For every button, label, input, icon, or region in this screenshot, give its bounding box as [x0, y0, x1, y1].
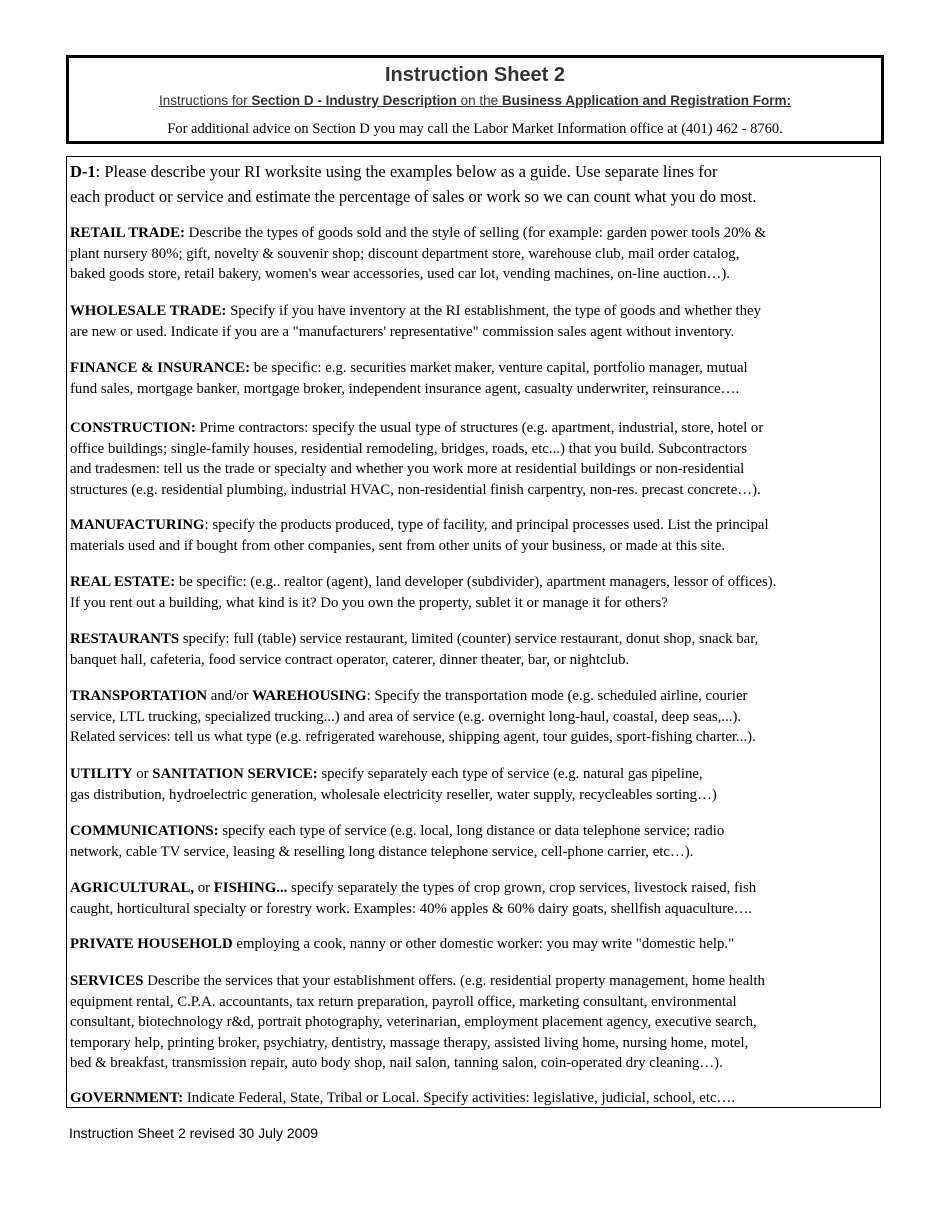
subtitle-form: Business Application and Registration Form: — [501, 93, 791, 108]
header-box — [66, 55, 884, 144]
section-line: specify each type of service (e.g. local, long distance or data telephone service; radio — [218, 823, 725, 839]
section-label: TRANSPORTATION — [70, 688, 208, 704]
section-line: materials used and if bought from other companies, sent from other units of your business, or made at this site. — [70, 537, 726, 554]
section-line: office buildings; single-family houses, residential remodeling, bridges, roads, etc...) that you build. Subcontractors — [70, 440, 747, 457]
intro-label: D-1 — [70, 162, 96, 181]
section-line: Describe the services that your establishment offers. (e.g. residential property management, home health — [143, 973, 765, 989]
section-line: specify separately the types of crop grown, crop services, livestock raised, fish — [287, 880, 757, 896]
section-line: temporary help, printing broker, psychiatry, dentistry, massage therapy, assisted living home, nursing home, motel, — [70, 1034, 749, 1051]
section-private-household — [70, 934, 875, 955]
section-wholesale-trade — [70, 301, 875, 342]
section-joiner: or — [194, 880, 214, 896]
section-restaurants — [70, 629, 875, 670]
page-title: Instruction Sheet 2 — [384, 64, 566, 86]
section-line: plant nursery 80%; gift, novelty & souvenir shop; discount department store, warehouse club, mail order catalog, — [70, 245, 740, 262]
section-label: FINANCE & INSURANCE: — [70, 360, 251, 376]
section-label: UTILITY — [70, 766, 133, 782]
subtitle-middle: on the — [456, 93, 502, 108]
section-line: employing a cook, nanny or other domestic worker: you may write "domestic help." — [232, 936, 735, 952]
section-label: SERVICES — [70, 973, 144, 989]
section-label-2: SANITATION SERVICE: — [152, 766, 318, 782]
section-label: WHOLESALE TRADE: — [70, 303, 227, 319]
section-services — [70, 971, 875, 1074]
section-line: be specific: (e.g.. realtor (agent), land developer (subdivider), apartment managers, lessor of offices). — [175, 574, 777, 590]
section-line: : Specify the transportation mode (e.g. scheduled airline, courier — [366, 688, 748, 704]
header-subtitle — [69, 93, 881, 108]
footer-revision: Instruction Sheet 2 revised 30 July 2009 — [69, 1125, 319, 1141]
section-line: Prime contractors: specify the usual type of structures (e.g. apartment, industrial, store, hotel or — [195, 420, 764, 436]
section-label-2: WAREHOUSING — [252, 688, 367, 704]
section-line: equipment rental, C.P.A. accountants, tax return preparation, payroll office, marketing consultant, environmental — [70, 993, 737, 1010]
section-line: baked goods store, retail bakery, women's wear accessories, used car lot, vending machines, on-line auction…). — [70, 266, 730, 283]
section-label: COMMUNICATIONS: — [70, 823, 219, 839]
section-utility — [70, 764, 875, 805]
section-line: specify separately each type of service (e.g. natural gas pipeline, — [317, 766, 703, 782]
section-line: Related services: tell us what type (e.g. refrigerated warehouse, shipping agent, tour guides, sport-fishing charter...). — [70, 729, 756, 746]
section-line: network, cable TV service, leasing & reselling long distance telephone service, cell-phone carrier, etc…). — [70, 843, 694, 860]
section-line: and tradesmen: tell us the trade or specialty and whether you work more at residential buildings or non-residential — [70, 461, 745, 478]
section-line: caught, horticultural specialty or forestry work. Examples: 40% apples & 60% dairy goats, shellfish aquaculture…. — [70, 900, 753, 917]
section-line: consultant, biotechnology r&d, portrait photography, veterinarian, employment placement agency, executive search, — [70, 1014, 757, 1031]
section-transportation — [70, 686, 875, 748]
section-label: MANUFACTURING — [70, 517, 205, 533]
section-line: fund sales, mortgage banker, mortgage broker, independent insurance agent, casualty underwriter, reinsurance…. — [70, 380, 740, 397]
section-line: service, LTL trucking, specialized trucking...) and area of service (e.g. overnight long-haul, coastal, deep seas,...). — [70, 708, 742, 725]
section-line: Specify if you have inventory at the RI establishment, the type of goods and whether they — [226, 303, 761, 319]
intro-line-1: : Please describe your RI worksite using the examples below as a guide. Use separate lines for — [95, 162, 718, 181]
intro-line-2: each product or service and estimate the percentage of sales or work so we can count what you do most. — [70, 187, 757, 206]
section-label: GOVERNMENT: — [70, 1090, 184, 1106]
section-line: banquet hall, cafeteria, food service contract operator, caterer, dinner theater, bar, or nightclub. — [70, 651, 630, 668]
section-construction — [70, 418, 875, 500]
section-line: If you rent out a building, what kind is it? Do you own the property, sublet it or manage it for others? — [70, 594, 668, 611]
header-advice: For additional advice on Section D you may call the Labor Market Information office at (401) 462 - 8760. — [167, 121, 783, 137]
section-line: are new or used. Indicate if you are a "manufacturers' representative" commission sales agent without inventory. — [70, 323, 735, 340]
instructions-box — [66, 156, 881, 1108]
section-line: : specify the products produced, type of facility, and principal processes used. List the principal — [204, 517, 769, 533]
subtitle-prefix: Instructions for — [159, 93, 252, 108]
intro-d1 — [70, 159, 875, 209]
section-label-2: FISHING... — [213, 880, 288, 896]
section-manufacturing — [70, 515, 875, 556]
section-real-estate — [70, 572, 875, 613]
section-label: PRIVATE HOUSEHOLD — [70, 936, 233, 952]
section-label: AGRICULTURAL, — [70, 880, 195, 896]
section-line: specify: full (table) service restaurant, limited (counter) service restaurant, donut shop, snack bar, — [179, 631, 759, 647]
section-line: gas distribution, hydroelectric generation, wholesale electricity reseller, water supply, recycleables sorting…) — [70, 786, 717, 803]
section-government — [70, 1088, 875, 1109]
section-communications — [70, 821, 875, 862]
section-line: Describe the types of goods sold and the style of selling (for example: garden power tools 20% & — [184, 225, 767, 241]
section-line: bed & breakfast, transmission repair, auto body shop, nail salon, tanning salon, coin-operated dry cleaning…). — [70, 1055, 723, 1072]
section-line: be specific: e.g. securities market maker, venture capital, portfolio manager, mutual — [250, 360, 748, 376]
section-label: RESTAURANTS — [70, 631, 180, 647]
section-line: structures (e.g. residential plumbing, industrial HVAC, non-residential finish carpentry, non-res. precast concrete…). — [70, 481, 761, 498]
section-label: RETAIL TRADE: — [70, 225, 185, 241]
section-joiner: and/or — [207, 688, 253, 704]
section-label: REAL ESTATE: — [70, 574, 176, 590]
section-line: Indicate Federal, State, Tribal or Local. Specify activities: legislative, judicial, school, etc…. — [183, 1090, 736, 1106]
section-label: CONSTRUCTION: — [70, 420, 196, 436]
section-joiner: or — [132, 766, 153, 782]
section-agricultural — [70, 878, 875, 919]
section-finance-insurance — [70, 358, 875, 399]
section-retail-trade — [70, 223, 875, 285]
subtitle-section: Section D - Industry Description — [251, 93, 457, 108]
